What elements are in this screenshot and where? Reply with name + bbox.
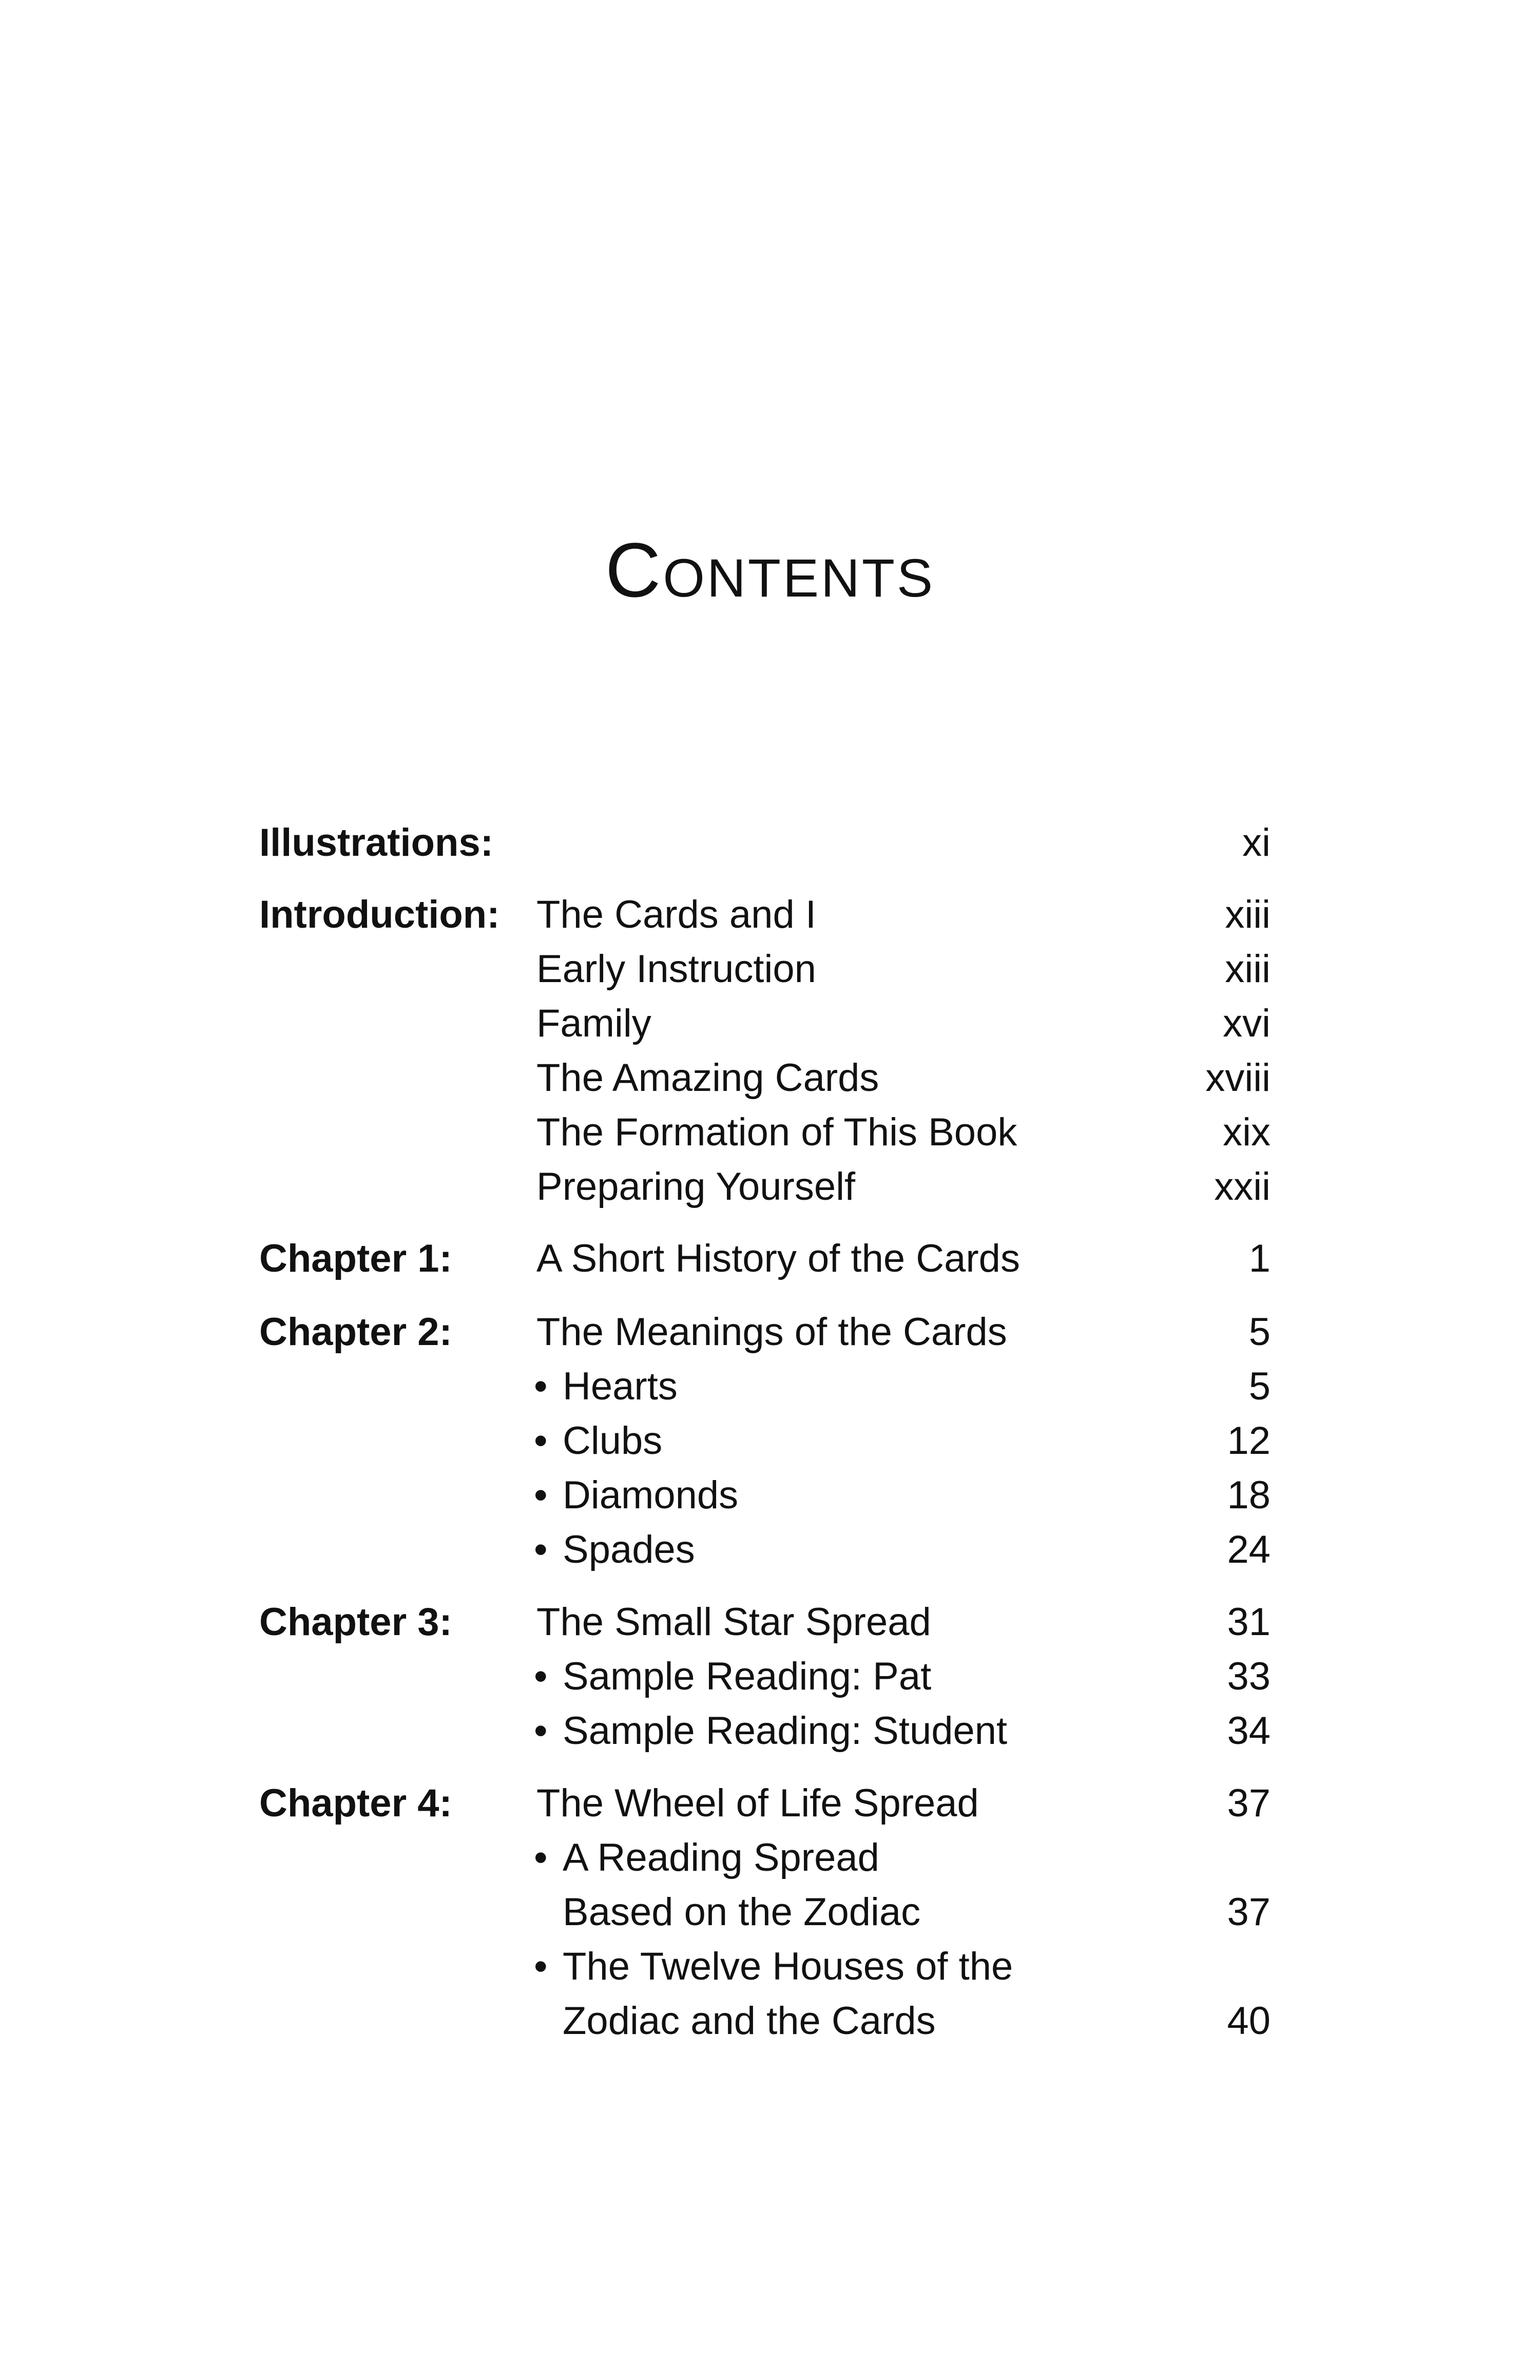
toc-entry: Preparing Yourself xyxy=(536,1165,856,1208)
title-text: Contents xyxy=(605,527,935,613)
page-number: xvi xyxy=(1223,1002,1270,1045)
toc-entry-text: Sample Reading: Student xyxy=(563,1709,1008,1753)
section-label: Chapter 2: xyxy=(259,1310,452,1354)
toc-line xyxy=(0,1361,1540,1412)
toc-entry-text: Diamonds xyxy=(563,1473,739,1517)
toc-bullet-entry xyxy=(534,1415,662,1467)
toc-entry: The Cards and I xyxy=(536,893,816,936)
toc-bullet-entry xyxy=(534,1361,678,1412)
toc-line xyxy=(0,1107,1540,1158)
toc-line xyxy=(0,889,1540,941)
toc-line xyxy=(0,1415,1540,1467)
page-number: 12 xyxy=(1227,1419,1270,1463)
toc-line xyxy=(0,1524,1540,1576)
toc-entry: The Formation of This Book xyxy=(536,1110,1017,1154)
toc-bullet-entry xyxy=(534,1524,695,1576)
page-number: 1 xyxy=(1248,1237,1270,1280)
bullet-icon: • xyxy=(534,1365,548,1408)
toc-line xyxy=(0,1597,1540,1648)
page-number: xix xyxy=(1223,1110,1270,1154)
toc-line xyxy=(0,1705,1540,1757)
toc-line xyxy=(0,998,1540,1049)
toc-entry-text: The Twelve Houses of the xyxy=(563,1945,1013,1988)
toc-line xyxy=(0,1778,1540,1829)
page-number: 24 xyxy=(1227,1528,1270,1571)
toc-entry-text: Clubs xyxy=(563,1419,663,1463)
bullet-icon: • xyxy=(534,1655,548,1698)
section-label: Chapter 4: xyxy=(259,1781,452,1825)
section-label: Chapter 1: xyxy=(259,1237,452,1280)
page-number: 37 xyxy=(1227,1890,1270,1934)
page-number: 33 xyxy=(1227,1655,1270,1698)
page-number: 40 xyxy=(1227,1999,1270,2043)
toc-bullet-entry xyxy=(534,1832,879,1884)
bullet-icon: • xyxy=(534,1419,548,1463)
toc-bullet-entry xyxy=(534,1651,931,1702)
page-number: 18 xyxy=(1227,1473,1270,1517)
toc-entry: The Small Star Spread xyxy=(536,1600,931,1644)
bullet-icon: • xyxy=(534,1836,548,1879)
toc-bullet-entry xyxy=(534,1705,1007,1757)
toc-line xyxy=(0,944,1540,995)
toc-entry-continuation: Zodiac and the Cards xyxy=(563,1999,936,2043)
toc-line xyxy=(0,1470,1540,1521)
toc-entry-continuation: Based on the Zodiac xyxy=(563,1890,921,1934)
bullet-icon: • xyxy=(534,1945,548,1988)
toc-entry-text: Sample Reading: Pat xyxy=(563,1655,932,1698)
toc-line xyxy=(0,1995,1540,2047)
toc-entry: A Short History of the Cards xyxy=(536,1237,1020,1280)
toc-entry-text: Hearts xyxy=(563,1365,678,1408)
toc-line xyxy=(0,1832,1540,1884)
toc-entry: The Wheel of Life Spread xyxy=(536,1781,979,1825)
toc-line xyxy=(0,1887,1540,1938)
section-label: Introduction: xyxy=(259,893,500,936)
toc-bullet-entry xyxy=(534,1941,1013,1992)
page-number: 5 xyxy=(1248,1310,1270,1354)
page-number: 37 xyxy=(1227,1781,1270,1825)
toc-entry: The Meanings of the Cards xyxy=(536,1310,1007,1354)
toc-entry-text: Spades xyxy=(563,1528,695,1571)
bullet-icon: • xyxy=(534,1473,548,1517)
page-number: 31 xyxy=(1227,1600,1270,1644)
toc-line-illustrations xyxy=(0,817,1540,869)
bullet-icon: • xyxy=(534,1528,548,1571)
page-number: xviii xyxy=(1205,1056,1270,1100)
toc-line xyxy=(0,1052,1540,1104)
section-label: Illustrations: xyxy=(259,821,494,865)
page-number: xi xyxy=(1242,821,1270,865)
toc-entry: Family xyxy=(536,1002,651,1045)
page-number: 34 xyxy=(1227,1709,1270,1753)
toc-bullet-entry xyxy=(534,1470,738,1521)
toc-line xyxy=(0,1651,1540,1702)
page-number: xiii xyxy=(1225,893,1270,936)
toc-line xyxy=(0,1161,1540,1213)
toc-line xyxy=(0,1941,1540,1992)
section-label: Chapter 3: xyxy=(259,1600,452,1644)
page-number: xxii xyxy=(1214,1165,1270,1208)
toc-entry: The Amazing Cards xyxy=(536,1056,879,1100)
toc-line xyxy=(0,1307,1540,1358)
toc-entry-text: A Reading Spread xyxy=(563,1836,879,1879)
page-number: xiii xyxy=(1225,947,1270,991)
page-number: 5 xyxy=(1248,1365,1270,1408)
toc-entry: Early Instruction xyxy=(536,947,816,991)
toc-line xyxy=(0,1233,1540,1284)
bullet-icon: • xyxy=(534,1709,548,1753)
